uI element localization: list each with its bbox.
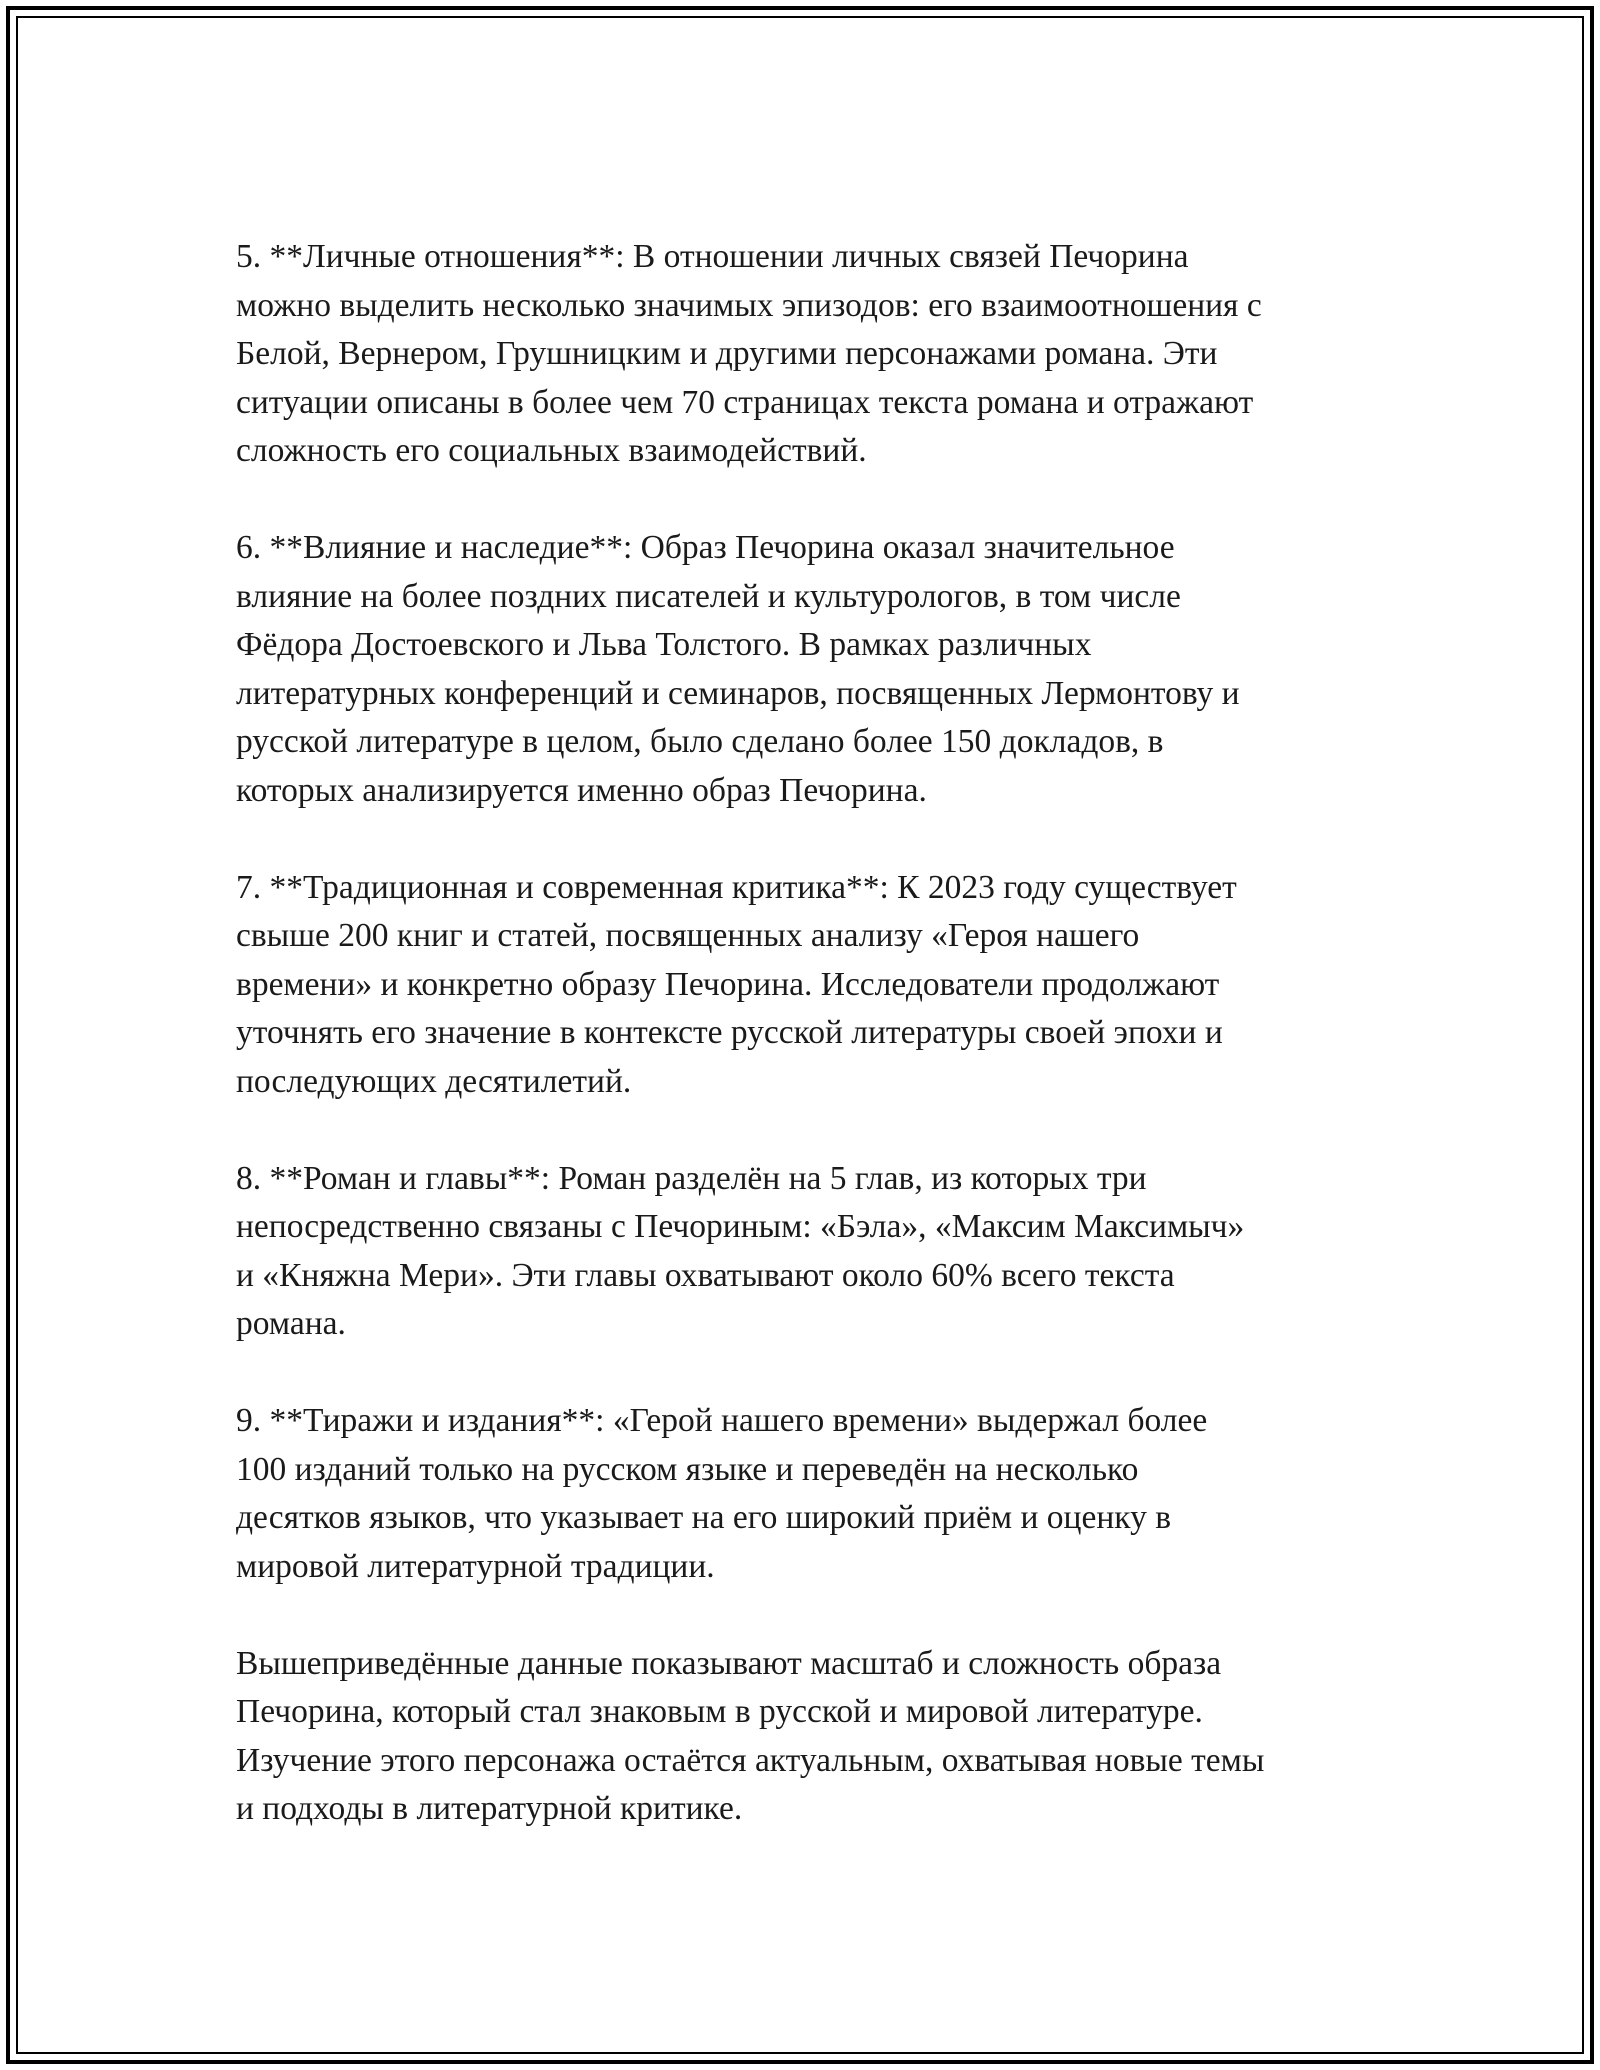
paragraph-editions: 9. **Тиражи и издания**: «Герой нашего времени» выдержал более 100 изданий только на русском языке и переведён на несколько десятков языков, что указывает на его широкий приём и оценку в мировой литературной традиции. xyxy=(236,1402,1208,1585)
paragraph-criticism: 7. **Традиционная и современная критика**: К 2023 году существует свыше 200 книг и статей, посвященных анализу «Героя нашего времени» и конкретно образу Печорина. Исследователи продолжают уточнять его значение в контексте русской литературы своей эпохи и последующих десятилетий. xyxy=(236,868,1237,1100)
paragraph-influence-legacy: 6. **Влияние и наследие**: Образ Печорина оказал значительное влияние на более поздних писателей и культурологов, в том числе Фёдора Достоевского и Льва Толстого. В рамках различных литературных конференций и семинаров, посвященных Лермонтову и русской литературе в целом, было сделано более 150 докладов, в которых анализируется именно образ Печорина. xyxy=(236,529,1240,809)
paragraph-personal-relations: 5. **Личные отношения**: В отношении личных связей Печорина можно выделить несколько значимых эпизодов: его взаимоотношения с Белой, Вернером, Грушницким и другими персонажами романа. Эти ситуации описаны в более чем 70 страницах текста романа и отражают сложность его социальных взаимодействий. xyxy=(236,238,1262,469)
paragraph-novel-chapters: 8. **Роман и главы**: Роман разделён на 5 глав, из которых три непосредственно связаны с Печориным: «Бэла», «Максим Максимыч» и «Княжна Мери». Эти главы охватывают около 60% всего текста романа. xyxy=(236,1159,1245,1342)
paragraph-conclusion: Вышеприведённые данные показывают масштаб и сложность образа Печорина, который стал знаковым в русской и мировой литературе. Изучение этого персонажа остаётся актуальным, охватывая новые темы и подходы в литературной критике. xyxy=(236,1644,1265,1827)
document-body xyxy=(236,233,1406,1834)
